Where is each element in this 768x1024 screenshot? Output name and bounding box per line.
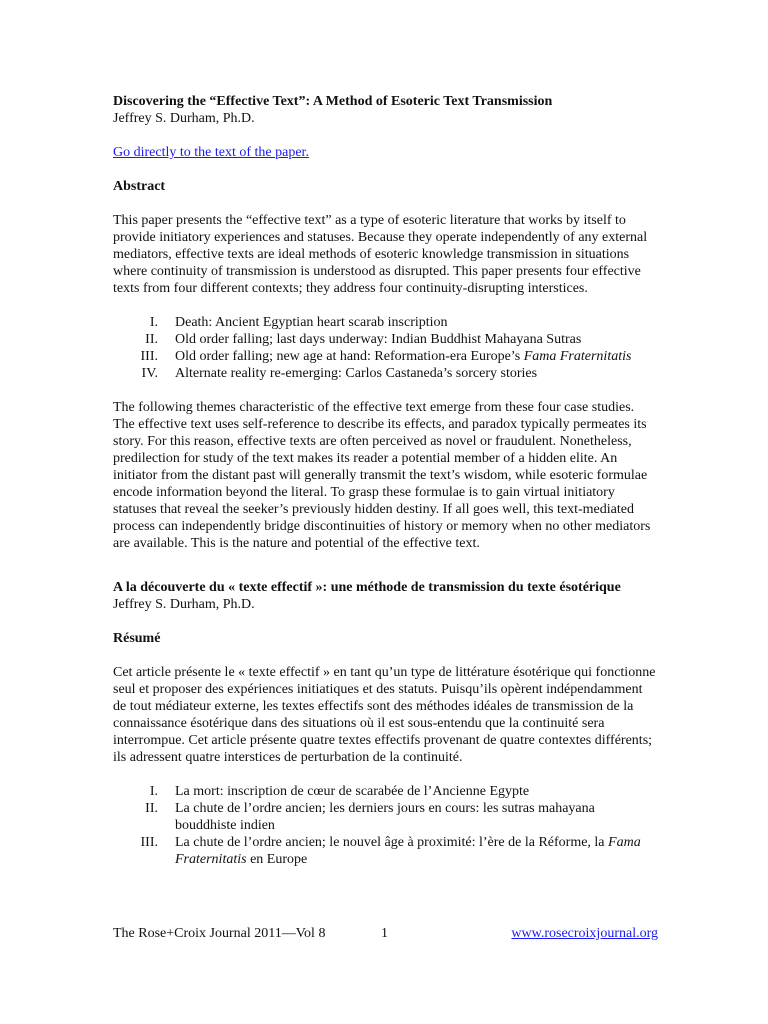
case-number: IV. bbox=[141, 366, 158, 381]
footer-page-number: 1 bbox=[381, 926, 388, 941]
case-text-italic: Fama Fraternitatis bbox=[175, 835, 641, 867]
case-text-italic: Fama Fraternitatis bbox=[523, 349, 632, 364]
case-text: Alternate reality re-emerging: Carlos Castaneda’s sorcery stories bbox=[175, 366, 538, 381]
paper-page bbox=[113, 93, 658, 868]
case-text: La chute de l’ordre ancien; les derniers jours en cours: les sutras mahayana bouddhiste indien bbox=[175, 801, 595, 833]
case-item-fr bbox=[113, 834, 658, 868]
case-number: II. bbox=[145, 801, 158, 816]
case-list-fr bbox=[113, 783, 658, 868]
abstract-paragraph-1: This paper presents the “effective text” as a type of esoteric literature that works by itself to provide initiatory experiences and statuses. Because they operate independently of any external mediators, effective texts are ideal methods of esoteric knowledge transmission in situations where continuity of transmission is understood as disrupted. This paper presents four effective texts from four different contexts; they address four continuity-disrupting interstices. bbox=[113, 213, 648, 296]
case-text: Old order falling; last days underway: Indian Buddhist Mahayana Sutras bbox=[175, 332, 582, 347]
case-text: Old order falling; new age at hand: Reformation-era Europe’s bbox=[175, 349, 524, 364]
case-number: III. bbox=[140, 835, 158, 850]
paper-title-en: Discovering the “Effective Text”: A Method of Esoteric Text Transmission bbox=[113, 94, 553, 109]
paper-title-fr: A la découverte du « texte effectif »: une méthode de transmission du texte ésotérique bbox=[113, 580, 621, 595]
case-number: II. bbox=[145, 332, 158, 347]
case-text: La chute de l’ordre ancien; le nouvel âge à proximité: l’ère de la Réforme, la bbox=[175, 835, 609, 850]
case-text: Death: Ancient Egyptian heart scarab inscription bbox=[175, 315, 448, 330]
direct-to-text-link[interactable]: Go directly to the text of the paper. bbox=[113, 145, 309, 160]
paper-author-fr: Jeffrey S. Durham, Ph.D. bbox=[113, 597, 255, 612]
case-item-en bbox=[113, 314, 658, 331]
footer-journal: The Rose+Croix Journal 2011—Vol 8 bbox=[113, 926, 326, 941]
case-number: I. bbox=[149, 315, 158, 330]
case-text: La mort: inscription de cœur de scarabée de l’Ancienne Egypte bbox=[175, 784, 530, 799]
case-item-en bbox=[113, 348, 658, 365]
case-item-fr bbox=[113, 800, 658, 834]
case-item-en bbox=[113, 365, 658, 382]
page-footer bbox=[113, 925, 658, 943]
abstract-heading: Abstract bbox=[113, 179, 166, 194]
resume-heading: Résumé bbox=[113, 631, 161, 646]
case-number: I. bbox=[149, 784, 158, 799]
case-list-en bbox=[113, 314, 658, 382]
abstract-paragraph-2: The following themes characteristic of the effective text emerge from these four case studies. The effective text uses self-reference to describe its effects, and paradox typically permeates its story. For this reason, effective texts are often perceived as novel or fraudulent. Nonetheless, predilection for study of the text makes its reader a potential member of a hidden elite. An initiator from the distant past will generally transmit the text’s wisdom, while esoteric formulae encode information beyond the literal. To grasp these formulae is to gain virtual initiatory statuses that reveal the seeker’s previously hidden destiny. If all goes well, this text-mediated process can independently bridge discontinuities of history or memory when no other mediators are available. This is the nature and potential of the effective text. bbox=[113, 400, 651, 551]
resume-paragraph-1: Cet article présente le « texte effectif » en tant qu’un type de littérature ésotérique qui fonctionne seul et proposer des expériences initiatiques et des statuts. Puisqu’ils opèrent indépendamment de tout médiateur externe, les textes effectifs sont des méthodes idéales de transmission de la connaissance ésotérique dans des situations où il est sous-entendu que la continuité sera interrompue. Cet article présente quatre textes effectifs provenant de quatre contextes différents; ils adressent quatre interstices de perturbation de la continuité. bbox=[113, 665, 656, 765]
case-number: III. bbox=[140, 349, 158, 364]
case-item-en bbox=[113, 331, 658, 348]
case-text-after: en Europe bbox=[246, 852, 308, 867]
case-item-fr bbox=[113, 783, 658, 800]
footer-website-link[interactable]: www.rosecroixjournal.org bbox=[511, 926, 658, 941]
paper-author-en: Jeffrey S. Durham, Ph.D. bbox=[113, 111, 255, 126]
